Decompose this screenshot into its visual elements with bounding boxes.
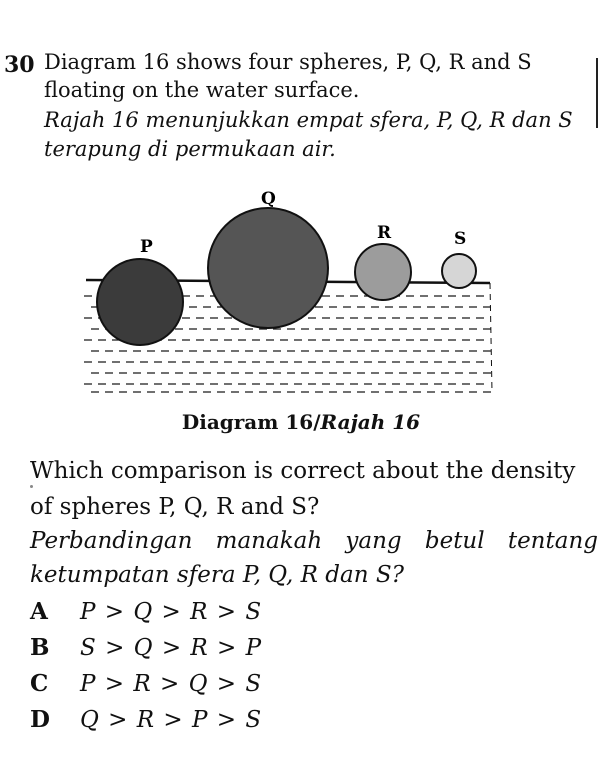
prompt-ms-word: manakah bbox=[215, 528, 323, 554]
label-s: S bbox=[454, 229, 467, 249]
prompt-ms-word: Perbandingan bbox=[30, 528, 193, 554]
label-p: P bbox=[140, 237, 153, 257]
prompt-ms-word: betul bbox=[424, 528, 485, 554]
sphere-q bbox=[208, 208, 328, 328]
prompt-en-line-2: of spheres P, Q, R and S? bbox=[30, 494, 320, 520]
caption-en: Diagram 16/ bbox=[181, 410, 321, 434]
question-text-en-line-1: Diagram 16 shows four spheres, P, Q, R and S bbox=[44, 50, 532, 74]
prompt-ms-word: yang bbox=[345, 528, 402, 554]
option-letter: A bbox=[30, 598, 48, 625]
question-text-ms-line-1: Rajah 16 menunjukkan empat sfera, P, Q, R dan S bbox=[44, 108, 573, 132]
sphere-s bbox=[442, 254, 476, 288]
option-text: P > Q > R > S bbox=[80, 599, 263, 625]
option-letter: C bbox=[30, 670, 49, 697]
option-a[interactable] bbox=[30, 598, 262, 625]
option-c[interactable] bbox=[30, 670, 262, 697]
sphere-p bbox=[97, 259, 183, 345]
prompt-en-line-1: Which comparison is correct about the density bbox=[30, 458, 576, 484]
prompt-ms-word: tentang bbox=[507, 528, 598, 554]
prompt-ms-line-1 bbox=[30, 528, 598, 554]
label-r: R bbox=[377, 223, 392, 243]
option-b[interactable] bbox=[30, 634, 262, 661]
stray-mark bbox=[30, 485, 33, 488]
diagram-caption bbox=[0, 410, 602, 434]
prompt-ms-line-2: ketumpatan sfera P, Q, R dan S? bbox=[30, 562, 404, 588]
question-number: 30 bbox=[4, 52, 35, 78]
label-q: Q bbox=[261, 189, 276, 209]
question-text-ms-line-2: terapung di permukaan air. bbox=[44, 137, 336, 161]
container-right-edge bbox=[490, 283, 492, 392]
option-text: S > Q > R > P bbox=[80, 635, 263, 661]
caption-ms: Rajah 16 bbox=[320, 410, 421, 434]
option-letter: D bbox=[30, 706, 50, 733]
option-text: P > R > Q > S bbox=[80, 671, 263, 697]
question-text-en-line-2: floating on the water surface. bbox=[44, 78, 360, 102]
option-letter: B bbox=[30, 634, 50, 661]
option-text: Q > R > P > S bbox=[80, 707, 263, 733]
sphere-r bbox=[355, 244, 411, 300]
option-d[interactable] bbox=[30, 706, 262, 733]
